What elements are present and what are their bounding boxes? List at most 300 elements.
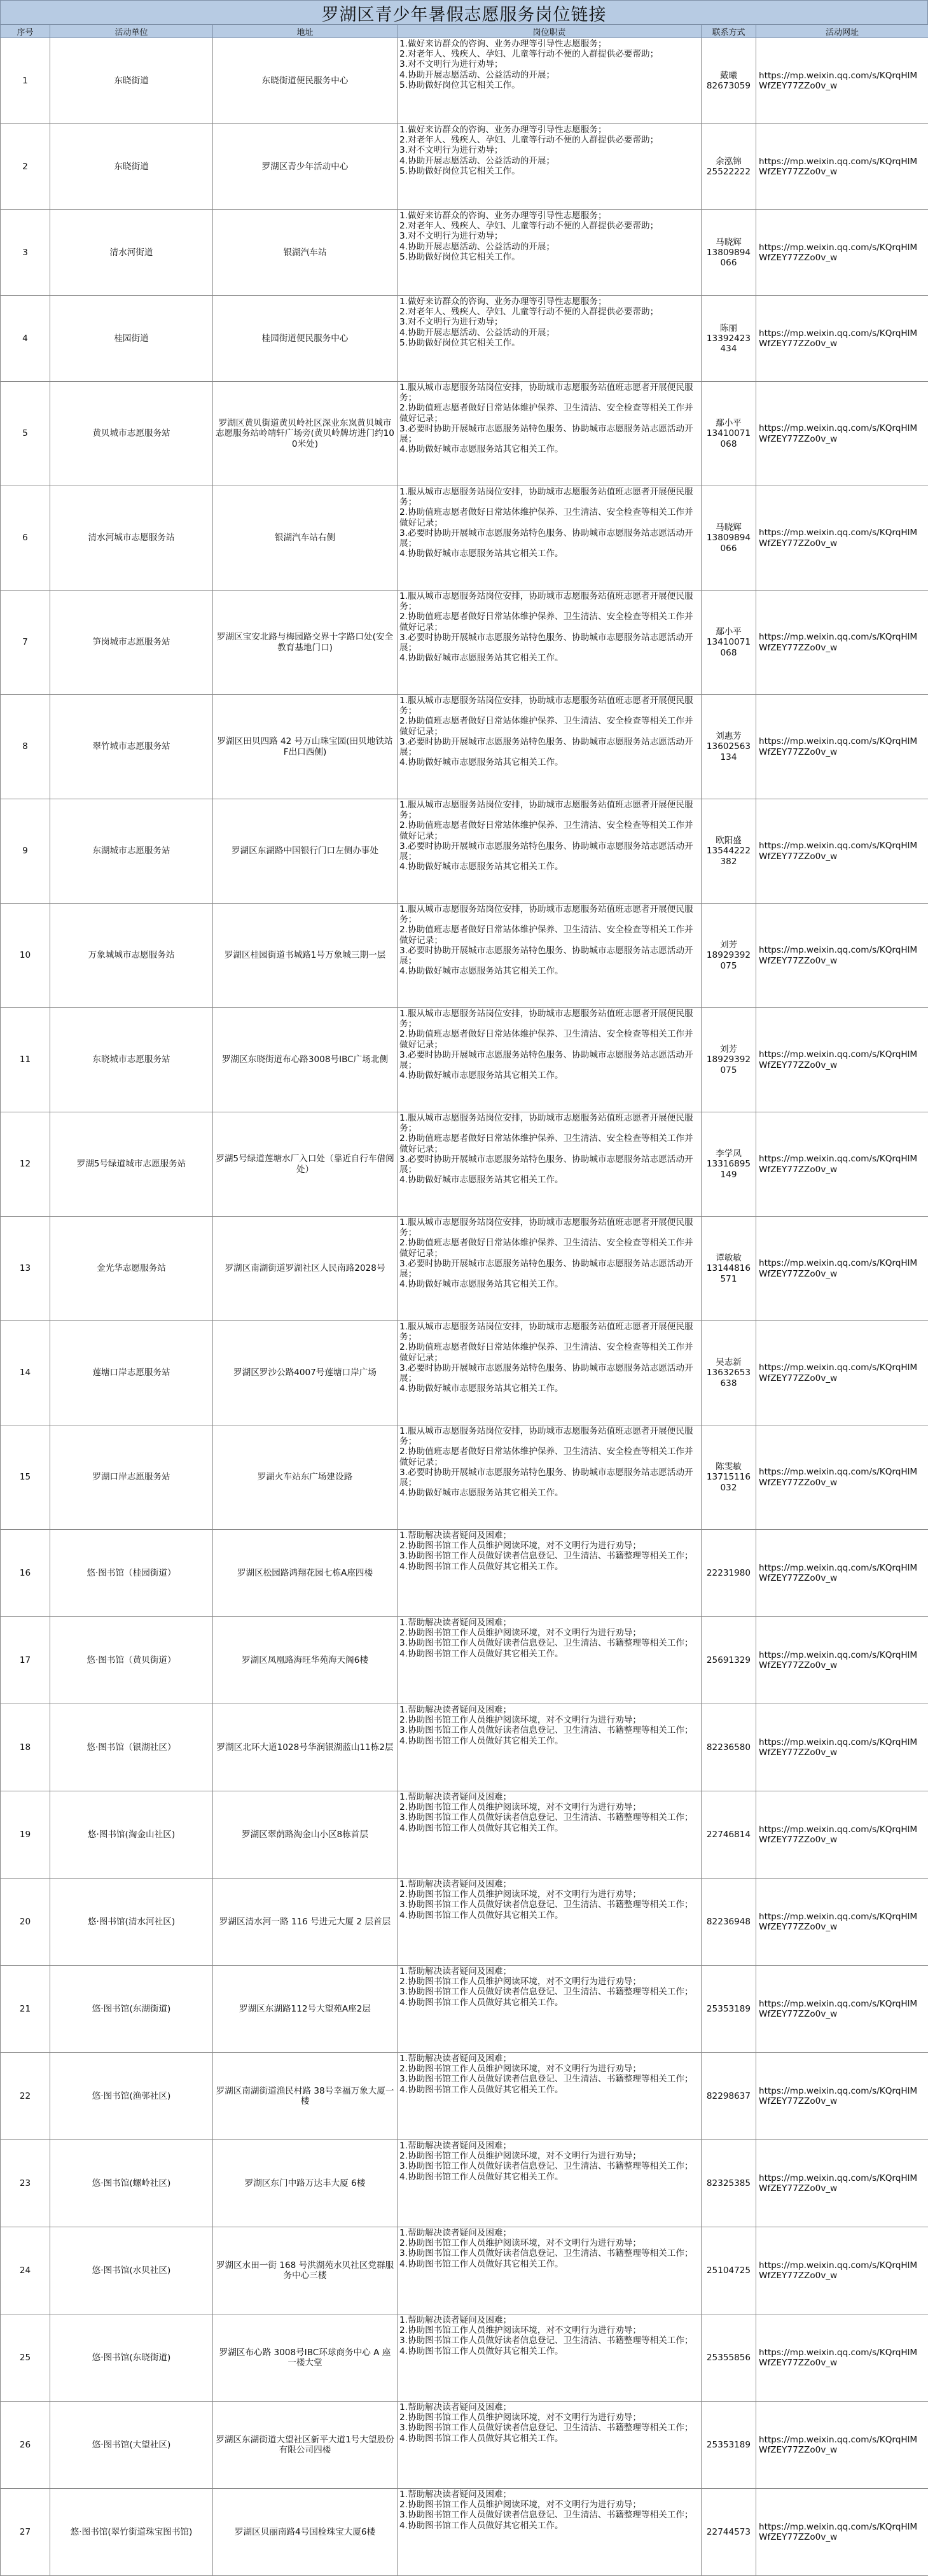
duty-cell: [398, 2140, 702, 2227]
duty-line: 4.协助图书馆工作人员做好其它相关工作。: [399, 2521, 699, 2531]
contact-cell: [702, 1008, 756, 1112]
duty-cell: [398, 1791, 702, 1879]
duty-line: 1.服从城市志愿服务站岗位安排，协助城市志愿服务站值班志愿者开展便民服务；: [399, 696, 699, 716]
duty-line: 1.帮助解决读者疑问及困难；: [399, 1879, 699, 1889]
duty-line: 4.协助做好城市志愿服务站其它相关工作。: [399, 1488, 699, 1498]
contact-name: 吴志新: [704, 1357, 753, 1368]
duty-line: 3.协助图书馆工作人员做好读者信息登记、卫生清洁、书籍整理等相关工作；: [399, 2248, 699, 2258]
row-number: 10: [1, 904, 50, 1008]
table-row: [1, 2314, 928, 2402]
duty-line: 4.协助图书馆工作人员做好其它相关工作。: [399, 2433, 699, 2444]
duty-line: 4.协助图书馆工作人员做好其它相关工作。: [399, 2172, 699, 2182]
activity-url[interactable]: https://mp.weixin.qq.com/s/KQrqHlMWfZEY77ZZo0v_w: [756, 210, 928, 296]
contact-phone: 22746814: [704, 1830, 753, 1840]
contact-cell: [702, 1530, 756, 1617]
activity-url[interactable]: https://mp.weixin.qq.com/s/KQrqHlMWfZEY77ZZo0v_w: [756, 1791, 928, 1879]
duty-line: 4.协助做好城市志愿服务站其它相关工作。: [399, 1175, 699, 1185]
contact-phone: 82325385: [704, 2178, 753, 2188]
contact-cell: [702, 382, 756, 486]
duty-line: 1.帮助解决读者疑问及困难；: [399, 2054, 699, 2064]
table-row: [1, 2053, 928, 2140]
row-number: 16: [1, 1530, 50, 1617]
duty-line: 1.服从城市志愿服务站岗位安排，协助城市志愿服务站值班志愿者开展便民服务；: [399, 1009, 699, 1029]
table-row: [1, 38, 928, 124]
duty-line: 1.帮助解决读者疑问及困难；: [399, 1705, 699, 1715]
activity-url[interactable]: https://mp.weixin.qq.com/s/KQrqHlMWfZEY77ZZo0v_w: [756, 382, 928, 486]
duty-line: 2.协助值班志愿者做好日常站体维护保养、卫生清洁、安全检查等相关工作并做好记录；: [399, 1342, 699, 1362]
duty-line: 1.服从城市志愿服务站岗位安排，协助城市志愿服务站值班志愿者开展便民服务；: [399, 1113, 699, 1133]
row-number: 1: [1, 38, 50, 124]
duty-cell: [398, 1966, 702, 2053]
address-cell: 银湖汽车站右侧: [213, 486, 398, 591]
address-cell: 罗湖区黄贝街道黄贝岭社区深业东岚黄贝城市志愿服务站岭靖轩广场旁(黄贝岭牌坊进门约100米处): [213, 382, 398, 486]
duty-line: 5.协助做好岗位其它相关工作。: [399, 338, 699, 348]
activity-unit: 悠·图书馆（桂园街道）: [50, 1530, 213, 1617]
duty-line: 4.协助图书馆工作人员做好其它相关工作。: [399, 2259, 699, 2269]
address-cell: 罗湖区清水河一路 116 号进元大厦 2 层首层: [213, 1879, 398, 1966]
table-row: [1, 2489, 928, 2576]
duty-line: 2.对老年人、残疾人、孕妇、儿童等行动不便的人群提供必要帮助；: [399, 49, 699, 59]
contact-name: 欧阳盛: [704, 836, 753, 846]
duty-cell: [398, 38, 702, 124]
duty-cell: [398, 1704, 702, 1791]
contact-phone: 13410071068: [704, 428, 753, 449]
activity-unit: 东晓街道: [50, 38, 213, 124]
duty-line: 1.服从城市志愿服务站岗位安排，协助城市志愿服务站值班志愿者开展便民服务；: [399, 487, 699, 507]
duty-line: 3.必要时协助开展城市志愿服务站特色服务、协助城市志愿服务站志愿活动开展；: [399, 1363, 699, 1383]
table-row: [1, 1217, 928, 1321]
activity-unit: 悠·图书馆（黄贝街道）: [50, 1617, 213, 1704]
duty-cell: [398, 2402, 702, 2489]
activity-unit: 悠·图书馆(渔邨社区): [50, 2053, 213, 2140]
address-cell: 银湖汽车站: [213, 210, 398, 296]
activity-unit: 清水河街道: [50, 210, 213, 296]
row-number: 6: [1, 486, 50, 591]
contact-phone: 22744573: [704, 2527, 753, 2537]
table-row: [1, 591, 928, 695]
activity-unit: 悠·图书馆（银湖社区）: [50, 1704, 213, 1791]
activity-unit: 东晓街道: [50, 124, 213, 210]
address-cell: 罗湖区北环大道1028号华润银湖蓝山11栋2层: [213, 1704, 398, 1791]
activity-unit: 东湖城市志愿服务站: [50, 799, 213, 904]
table-row: [1, 1966, 928, 2053]
activity-unit: 罗湖5号绿道城市志愿服务站: [50, 1112, 213, 1217]
duty-cell: [398, 1617, 702, 1704]
address-cell: 罗湖区东湖街道大望社区新平大道1号大望股份有限公司四楼: [213, 2402, 398, 2489]
duty-line: 3.协助图书馆工作人员做好读者信息登记、卫生清洁、书籍整理等相关工作；: [399, 1725, 699, 1735]
contact-phone: 82236580: [704, 1742, 753, 1753]
row-number: 18: [1, 1704, 50, 1791]
contact-phone: 25522222: [704, 167, 753, 177]
table-row: [1, 1530, 928, 1617]
contact-cell: [702, 1217, 756, 1321]
header-url: 活动网址: [756, 25, 928, 38]
contact-name: 李学凤: [704, 1149, 753, 1159]
duty-line: 4.协助做好城市志愿服务站其它相关工作。: [399, 966, 699, 976]
row-number: 19: [1, 1791, 50, 1879]
contact-name: 刘芳: [704, 1044, 753, 1054]
contact-name: 刘惠芳: [704, 731, 753, 741]
activity-unit: 莲塘口岸志愿服务站: [50, 1321, 213, 1425]
duty-cell: [398, 2314, 702, 2402]
contact-phone: 13809894066: [704, 248, 753, 268]
duty-cell: [398, 799, 702, 904]
duty-line: 1.服从城市志愿服务站岗位安排，协助城市志愿服务站值班志愿者开展便民服务；: [399, 800, 699, 820]
duty-cell: [398, 486, 702, 591]
row-number: 27: [1, 2489, 50, 2576]
address-cell: 罗湖区松园路鸿翔花园七栋A座四楼: [213, 1530, 398, 1617]
duty-line: 4.协助做好城市志愿服务站其它相关工作。: [399, 1070, 699, 1081]
activity-unit: 悠·图书馆(大望社区): [50, 2402, 213, 2489]
duty-line: 1.服从城市志愿服务站岗位安排，协助城市志愿服务站值班志愿者开展便民服务；: [399, 1322, 699, 1342]
contact-phone: 25691329: [704, 1655, 753, 1665]
contact-name: 鄢小平: [704, 627, 753, 637]
row-number: 25: [1, 2314, 50, 2402]
activity-url[interactable]: https://mp.weixin.qq.com/s/KQrqHlMWfZEY77ZZo0v_w: [756, 591, 928, 695]
address-cell: 罗湖5号绿道莲塘水厂入口处（靠近自行车借阅处）: [213, 1112, 398, 1217]
table-row: [1, 1617, 928, 1704]
duty-line: 3.对不文明行为进行劝导；: [399, 59, 699, 69]
contact-cell: [702, 904, 756, 1008]
address-cell: 罗湖区桂园街道书城路1号万象城三期一层: [213, 904, 398, 1008]
row-number: 20: [1, 1879, 50, 1966]
activity-url[interactable]: https://mp.weixin.qq.com/s/KQrqHlMWfZEY77ZZo0v_w: [756, 1617, 928, 1704]
row-number: 9: [1, 799, 50, 904]
contact-name: 谭敏敏: [704, 1253, 753, 1263]
table-row: [1, 486, 928, 591]
duty-line: 3.协助图书馆工作人员做好读者信息登记、卫生清洁、书籍整理等相关工作；: [399, 2335, 699, 2346]
duty-cell: [398, 695, 702, 799]
activity-url[interactable]: https://mp.weixin.qq.com/s/KQrqHlMWfZEY77ZZo0v_w: [756, 2053, 928, 2140]
contact-phone: 25353189: [704, 2004, 753, 2014]
duty-line: 1.帮助解决读者疑问及困难；: [399, 2228, 699, 2238]
address-cell: 罗湖区翠荫路淘金山小区8栋首层: [213, 1791, 398, 1879]
contact-phone: 18929392075: [704, 1054, 753, 1075]
contact-phone: 13410071068: [704, 637, 753, 657]
duty-line: 2.协助值班志愿者做好日常站体维护保养、卫生清洁、安全检查等相关工作并做好记录；: [399, 1029, 699, 1049]
activity-url[interactable]: https://mp.weixin.qq.com/s/KQrqHlMWfZEY77ZZo0v_w: [756, 1008, 928, 1112]
contact-cell: [702, 486, 756, 591]
duty-cell: [398, 1530, 702, 1617]
duty-line: 4.协助做好城市志愿服务站其它相关工作。: [399, 549, 699, 559]
activity-unit: 翠竹城市志愿服务站: [50, 695, 213, 799]
row-number: 17: [1, 1617, 50, 1704]
address-cell: 罗湖区宝安北路与梅园路交界十字路口处(安全教育基地门口): [213, 591, 398, 695]
duty-cell: [398, 2489, 702, 2576]
duty-line: 2.协助值班志愿者做好日常站体维护保养、卫生清洁、安全检查等相关工作并做好记录；: [399, 1238, 699, 1258]
table-row: [1, 296, 928, 382]
activity-url[interactable]: https://mp.weixin.qq.com/s/KQrqHlMWfZEY77ZZo0v_w: [756, 38, 928, 124]
duty-line: 4.协助做好城市志愿服务站其它相关工作。: [399, 653, 699, 663]
header-row: [1, 25, 928, 38]
contact-cell: [702, 2053, 756, 2140]
table-row: [1, 695, 928, 799]
contact-name: 刘芳: [704, 940, 753, 950]
contact-phone: 13809894066: [704, 533, 753, 553]
contact-name: 余泓锦: [704, 157, 753, 167]
table-body: [1, 38, 928, 2576]
address-cell: 罗湖区凤凰路海旺华苑海天阁6楼: [213, 1617, 398, 1704]
duty-line: 5.协助做好岗位其它相关工作。: [399, 80, 699, 90]
duty-line: 4.协助做好城市志愿服务站其它相关工作。: [399, 1383, 699, 1394]
duty-line: 3.协助图书馆工作人员做好读者信息登记、卫生清洁、书籍整理等相关工作；: [399, 1987, 699, 1997]
duty-line: 3.协助图书馆工作人员做好读者信息登记、卫生清洁、书籍整理等相关工作；: [399, 2161, 699, 2171]
activity-url[interactable]: https://mp.weixin.qq.com/s/KQrqHlMWfZEY77ZZo0v_w: [756, 2402, 928, 2489]
activity-unit: 桂园街道: [50, 296, 213, 382]
duty-line: 3.协助图书馆工作人员做好读者信息登记、卫生清洁、书籍整理等相关工作；: [399, 1551, 699, 1561]
duty-line: 2.对老年人、残疾人、孕妇、儿童等行动不便的人群提供必要帮助；: [399, 135, 699, 145]
duty-line: 2.对老年人、残疾人、孕妇、儿童等行动不便的人群提供必要帮助；: [399, 221, 699, 231]
duty-line: 4.协助图书馆工作人员做好其它相关工作。: [399, 1562, 699, 1572]
row-number: 26: [1, 2402, 50, 2489]
contact-cell: [702, 1321, 756, 1425]
address-cell: 桂园街道便民服务中心: [213, 296, 398, 382]
duty-line: 2.协助值班志愿者做好日常站体维护保养、卫生清洁、安全检查等相关工作并做好记录；: [399, 507, 699, 528]
duty-line: 1.服从城市志愿服务站岗位安排，协助城市志愿服务站值班志愿者开展便民服务；: [399, 382, 699, 403]
address-cell: 罗湖区南湖街道渔民村路 38号幸福万象大厦一楼: [213, 2053, 398, 2140]
duty-line: 4.协助图书馆工作人员做好其它相关工作。: [399, 1823, 699, 1833]
contact-cell: [702, 124, 756, 210]
duty-line: 3.必要时协助开展城市志愿服务站特色服务、协助城市志愿服务站志愿活动开展；: [399, 1467, 699, 1488]
contact-name: 陈雯敏: [704, 1462, 753, 1472]
table-row: [1, 1704, 928, 1791]
duty-line: 2.协助值班志愿者做好日常站体维护保养、卫生清洁、安全检查等相关工作并做好记录；: [399, 820, 699, 841]
row-number: 14: [1, 1321, 50, 1425]
table-row: [1, 1425, 928, 1530]
contact-phone: 13544222382: [704, 846, 753, 866]
row-number: 21: [1, 1966, 50, 2053]
row-number: 13: [1, 1217, 50, 1321]
duty-line: 3.对不文明行为进行劝导；: [399, 145, 699, 155]
activity-unit: 清水河城市志愿服务站: [50, 486, 213, 591]
duty-line: 3.必要时协助开展城市志愿服务站特色服务、协助城市志愿服务站志愿活动开展；: [399, 424, 699, 444]
activity-url[interactable]: https://mp.weixin.qq.com/s/KQrqHlMWfZEY77ZZo0v_w: [756, 486, 928, 591]
duty-line: 1.做好来访群众的咨询、业务办理等引导性志愿服务；: [399, 297, 699, 307]
duty-line: 1.帮助解决读者疑问及困难；: [399, 2402, 699, 2412]
address-cell: 罗湖区东门中路万达丰大厦 6楼: [213, 2140, 398, 2227]
header-duty: 岗位职责: [398, 25, 702, 38]
activity-url[interactable]: https://mp.weixin.qq.com/s/KQrqHlMWfZEY77ZZo0v_w: [756, 904, 928, 1008]
duty-line: 4.协助做好城市志愿服务站其它相关工作。: [399, 444, 699, 454]
activity-unit: 笋岗城市志愿服务站: [50, 591, 213, 695]
duty-line: 1.帮助解决读者疑问及困难；: [399, 2489, 699, 2500]
activity-url[interactable]: https://mp.weixin.qq.com/s/KQrqHlMWfZEY77ZZo0v_w: [756, 695, 928, 799]
row-number: 15: [1, 1425, 50, 1530]
activity-unit: 悠·图书馆(东湖街道): [50, 1966, 213, 2053]
contact-cell: [702, 1704, 756, 1791]
contact-name: 戴曦: [704, 71, 753, 81]
activity-url[interactable]: https://mp.weixin.qq.com/s/KQrqHlMWfZEY77ZZo0v_w: [756, 2140, 928, 2227]
contact-cell: [702, 591, 756, 695]
contact-cell: [702, 1791, 756, 1879]
duty-cell: [398, 1008, 702, 1112]
contact-phone: 13144816571: [704, 1263, 753, 1284]
activity-url[interactable]: https://mp.weixin.qq.com/s/KQrqHlMWfZEY77ZZo0v_w: [756, 124, 928, 210]
duty-line: 3.必要时协助开展城市志愿服务站特色服务、协助城市志愿服务站志愿活动开展；: [399, 1050, 699, 1070]
activity-url[interactable]: https://mp.weixin.qq.com/s/KQrqHlMWfZEY77ZZo0v_w: [756, 1966, 928, 2053]
activity-unit: 金光华志愿服务站: [50, 1217, 213, 1321]
duty-line: 3.必要时协助开展城市志愿服务站特色服务、协助城市志愿服务站志愿活动开展；: [399, 528, 699, 549]
duty-line: 3.协助图书馆工作人员做好读者信息登记、卫生清洁、书籍整理等相关工作；: [399, 2074, 699, 2084]
duty-line: 3.对不文明行为进行劝导；: [399, 231, 699, 241]
contact-phone: 13715116032: [704, 1472, 753, 1492]
address-cell: 罗湖区水田一街 168 号洪湖苑水贝社区党群服务中心三楼: [213, 2227, 398, 2314]
duty-line: 5.协助做好岗位其它相关工作。: [399, 252, 699, 262]
activity-unit: 悠·图书馆(翠竹街道珠宝图书馆): [50, 2489, 213, 2576]
duty-line: 3.协助图书馆工作人员做好读者信息登记、卫生清洁、书籍整理等相关工作；: [399, 1812, 699, 1823]
contact-name: 鄢小平: [704, 418, 753, 428]
duty-line: 1.帮助解决读者疑问及困难；: [399, 1618, 699, 1628]
activity-url[interactable]: https://mp.weixin.qq.com/s/KQrqHlMWfZEY77ZZo0v_w: [756, 1321, 928, 1425]
address-cell: 罗湖区贝丽南路4号国检珠宝大厦6楼: [213, 2489, 398, 2576]
duty-cell: [398, 296, 702, 382]
duty-line: 3.必要时协助开展城市志愿服务站特色服务、协助城市志愿服务站志愿活动开展；: [399, 633, 699, 653]
activity-url[interactable]: https://mp.weixin.qq.com/s/KQrqHlMWfZEY77ZZo0v_w: [756, 2227, 928, 2314]
table-row: [1, 1791, 928, 1879]
duty-line: 2.协助值班志愿者做好日常站体维护保养、卫生清洁、安全检查等相关工作并做好记录；: [399, 716, 699, 736]
duty-line: 3.必要时协助开展城市志愿服务站特色服务、协助城市志愿服务站志愿活动开展；: [399, 946, 699, 966]
contact-phone: 13632653638: [704, 1368, 753, 1388]
duty-line: 3.协助图书馆工作人员做好读者信息登记、卫生清洁、书籍整理等相关工作；: [399, 1638, 699, 1648]
duty-line: 2.协助图书馆工作人员维护阅读环境，对不文明行为进行劝导；: [399, 2500, 699, 2510]
duty-line: 1.做好来访群众的咨询、业务办理等引导性志愿服务；: [399, 39, 699, 49]
activity-url[interactable]: https://mp.weixin.qq.com/s/KQrqHlMWfZEY77ZZo0v_w: [756, 1879, 928, 1966]
duty-line: 3.协助图书馆工作人员做好读者信息登记、卫生清洁、书籍整理等相关工作；: [399, 1900, 699, 1910]
contact-cell: [702, 2489, 756, 2576]
sheet-title: 罗湖区青少年暑假志愿服务岗位链接: [0, 0, 928, 25]
contact-phone: 13602563134: [704, 741, 753, 762]
duty-line: 1.服从城市志愿服务站岗位安排，协助城市志愿服务站值班志愿者开展便民服务；: [399, 904, 699, 925]
activity-url[interactable]: https://mp.weixin.qq.com/s/KQrqHlMWfZEY77ZZo0v_w: [756, 1530, 928, 1617]
contact-cell: [702, 1617, 756, 1704]
duty-line: 1.帮助解决读者疑问及困难；: [399, 1530, 699, 1541]
duty-line: 4.协助图书馆工作人员做好其它相关工作。: [399, 1910, 699, 1921]
contact-cell: [702, 2140, 756, 2227]
duty-line: 4.协助开展志愿活动、公益活动的开展；: [399, 70, 699, 80]
address-cell: 罗湖区东湖路中国银行门口左侧办事处: [213, 799, 398, 904]
duty-line: 4.协助开展志愿活动、公益活动的开展；: [399, 242, 699, 252]
table-row: [1, 2140, 928, 2227]
row-number: 8: [1, 695, 50, 799]
activity-url[interactable]: https://mp.weixin.qq.com/s/KQrqHlMWfZEY77ZZo0v_w: [756, 799, 928, 904]
duty-line: 2.协助图书馆工作人员维护阅读环境，对不文明行为进行劝导；: [399, 2151, 699, 2161]
table-row: [1, 1112, 928, 1217]
volunteer-post-table: [0, 24, 928, 2576]
activity-unit: 悠·图书馆(东晓街道): [50, 2314, 213, 2402]
row-number: 3: [1, 210, 50, 296]
address-cell: 罗湖区罗沙公路4007号莲塘口岸广场: [213, 1321, 398, 1425]
duty-line: 2.协助图书馆工作人员维护阅读环境，对不文明行为进行劝导；: [399, 2238, 699, 2248]
duty-line: 2.协助值班志愿者做好日常站体维护保养、卫生清洁、安全检查等相关工作并做好记录；: [399, 403, 699, 423]
duty-line: 4.协助图书馆工作人员做好其它相关工作。: [399, 1649, 699, 1659]
row-number: 4: [1, 296, 50, 382]
duty-cell: [398, 1879, 702, 1966]
duty-line: 4.协助图书馆工作人员做好其它相关工作。: [399, 2346, 699, 2356]
activity-unit: 黄贝城市志愿服务站: [50, 382, 213, 486]
contact-phone: 25104725: [704, 2265, 753, 2276]
duty-line: 4.协助做好城市志愿服务站其它相关工作。: [399, 862, 699, 872]
duty-line: 2.协助值班志愿者做好日常站体维护保养、卫生清洁、安全检查等相关工作并做好记录；: [399, 1133, 699, 1154]
duty-line: 2.协助图书馆工作人员维护阅读环境，对不文明行为进行劝导；: [399, 1715, 699, 1725]
activity-url[interactable]: https://mp.weixin.qq.com/s/KQrqHlMWfZEY77ZZo0v_w: [756, 1112, 928, 1217]
activity-url[interactable]: https://mp.weixin.qq.com/s/KQrqHlMWfZEY77ZZo0v_w: [756, 2489, 928, 2576]
contact-phone: 82298637: [704, 2091, 753, 2101]
row-number: 2: [1, 124, 50, 210]
contact-phone: 18929392075: [704, 950, 753, 970]
header-address: 地址: [213, 25, 398, 38]
contact-phone: 13316895149: [704, 1159, 753, 1179]
activity-url[interactable]: https://mp.weixin.qq.com/s/KQrqHlMWfZEY77ZZo0v_w: [756, 1704, 928, 1791]
duty-line: 4.协助做好城市志愿服务站其它相关工作。: [399, 1279, 699, 1289]
contact-cell: [702, 1879, 756, 1966]
table-row: [1, 210, 928, 296]
contact-phone: 25355856: [704, 2353, 753, 2363]
activity-url[interactable]: https://mp.weixin.qq.com/s/KQrqHlMWfZEY77ZZo0v_w: [756, 1425, 928, 1530]
table-row: [1, 1008, 928, 1112]
contact-phone: 82236948: [704, 1917, 753, 1927]
contact-cell: [702, 695, 756, 799]
duty-line: 2.协助图书馆工作人员维护阅读环境，对不文明行为进行劝导；: [399, 1628, 699, 1638]
duty-cell: [398, 1321, 702, 1425]
activity-url[interactable]: https://mp.weixin.qq.com/s/KQrqHlMWfZEY77ZZo0v_w: [756, 2314, 928, 2402]
duty-cell: [398, 1425, 702, 1530]
duty-cell: [398, 1217, 702, 1321]
duty-line: 1.做好来访群众的咨询、业务办理等引导性志愿服务；: [399, 125, 699, 135]
row-number: 11: [1, 1008, 50, 1112]
contact-cell: [702, 210, 756, 296]
duty-line: 2.协助图书馆工作人员维护阅读环境，对不文明行为进行劝导；: [399, 1889, 699, 1900]
duty-line: 3.必要时协助开展城市志愿服务站特色服务、协助城市志愿服务站志愿活动开展；: [399, 1154, 699, 1175]
header-contact: 联系方式: [702, 25, 756, 38]
address-cell: 罗湖区青少年活动中心: [213, 124, 398, 210]
duty-line: 2.协助值班志愿者做好日常站体维护保养、卫生清洁、安全检查等相关工作并做好记录；: [399, 612, 699, 632]
activity-unit: 悠·图书馆(水贝社区): [50, 2227, 213, 2314]
duty-line: 2.协助图书馆工作人员维护阅读环境，对不文明行为进行劝导；: [399, 2064, 699, 2074]
contact-phone: 22231980: [704, 1568, 753, 1578]
duty-line: 1.做好来访群众的咨询、业务办理等引导性志愿服务；: [399, 211, 699, 221]
activity-url[interactable]: https://mp.weixin.qq.com/s/KQrqHlMWfZEY77ZZo0v_w: [756, 1217, 928, 1321]
table-row: [1, 1321, 928, 1425]
duty-cell: [398, 382, 702, 486]
activity-unit: 罗湖口岸志愿服务站: [50, 1425, 213, 1530]
row-number: 22: [1, 2053, 50, 2140]
activity-unit: 悠·图书馆(清水河社区): [50, 1879, 213, 1966]
row-number: 12: [1, 1112, 50, 1217]
contact-name: 马晓辉: [704, 522, 753, 533]
activity-unit: 悠·图书馆(螺岭社区): [50, 2140, 213, 2227]
activity-url[interactable]: https://mp.weixin.qq.com/s/KQrqHlMWfZEY77ZZo0v_w: [756, 296, 928, 382]
duty-cell: [398, 2227, 702, 2314]
header-no: 序号: [1, 25, 50, 38]
duty-line: 3.对不文明行为进行劝导；: [399, 317, 699, 327]
duty-line: 2.协助值班志愿者做好日常站体维护保养、卫生清洁、安全检查等相关工作并做好记录；: [399, 1446, 699, 1467]
duty-cell: [398, 1112, 702, 1217]
header-unit: 活动单位: [50, 25, 213, 38]
duty-cell: [398, 2053, 702, 2140]
row-number: 24: [1, 2227, 50, 2314]
duty-line: 4.协助开展志愿活动、公益活动的开展；: [399, 328, 699, 338]
contact-name: 陈丽: [704, 323, 753, 333]
contact-cell: [702, 38, 756, 124]
duty-line: 3.必要时协助开展城市志愿服务站特色服务、协助城市志愿服务站志愿活动开展；: [399, 1259, 699, 1279]
contact-cell: [702, 2314, 756, 2402]
address-cell: 罗湖区东湖路112号大望苑A座2层: [213, 1966, 398, 2053]
contact-phone: 82673059: [704, 81, 753, 91]
contact-cell: [702, 2402, 756, 2489]
duty-cell: [398, 210, 702, 296]
duty-line: 1.帮助解决读者疑问及困难；: [399, 1792, 699, 1802]
duty-line: 2.协助图书馆工作人员维护阅读环境，对不文明行为进行劝导；: [399, 1541, 699, 1551]
